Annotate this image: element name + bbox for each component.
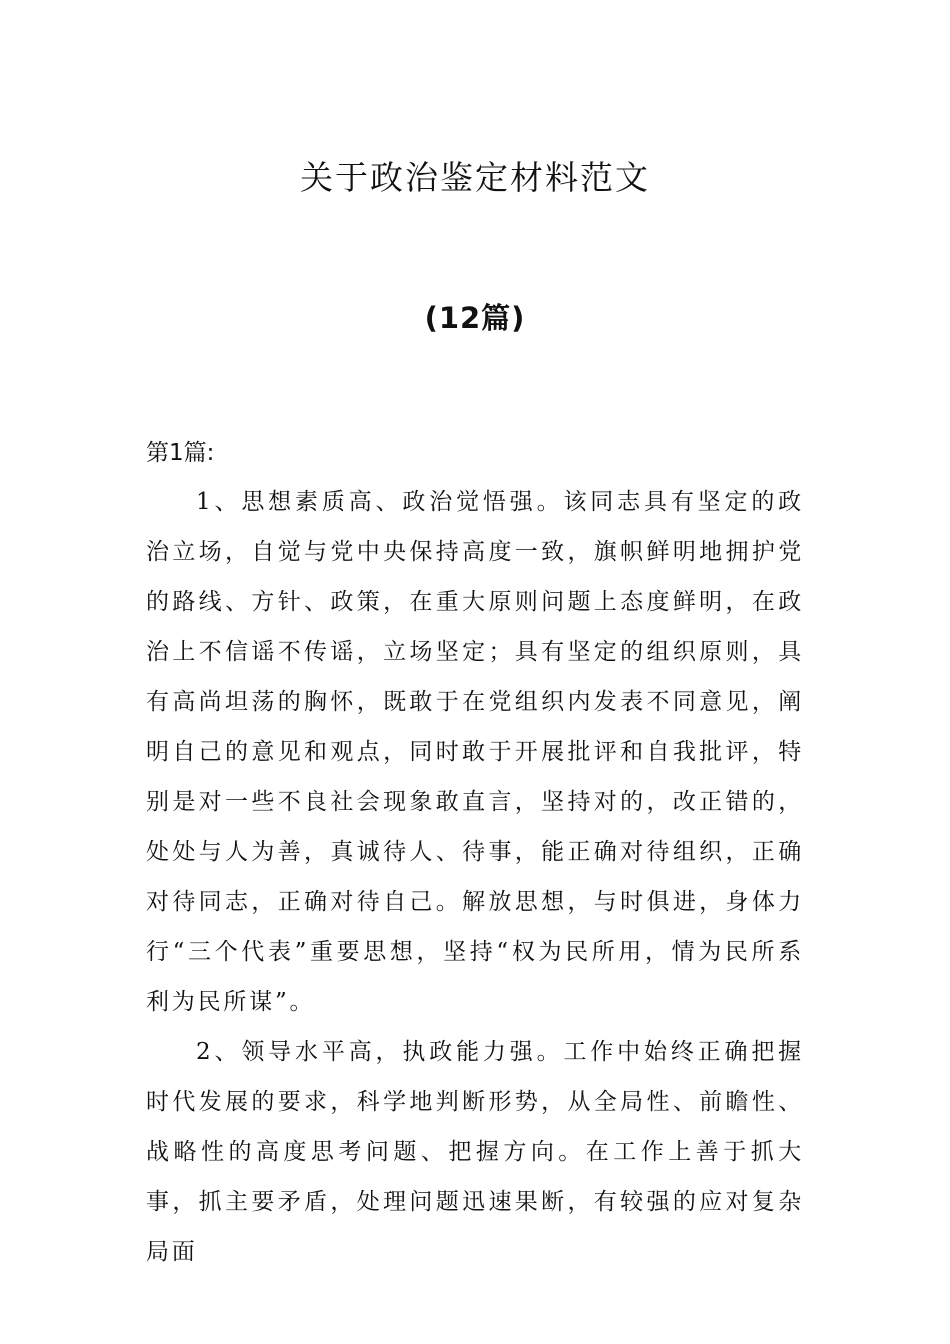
paragraph-2: 2、领导水平高，执政能力强。工作中始终正确把握时代发展的要求，科学地判断形势，从全局性、前瞻性、战略性的高度思考问题、把握方向。在工作上善于抓大事，抓主要矛盾，处理问题迅速果断，有较强的应对复杂局面 bbox=[146, 1039, 804, 1265]
document-subtitle: (12篇) bbox=[424, 301, 526, 335]
document-title: 关于政治鉴定材料范文 bbox=[300, 158, 650, 197]
body-text bbox=[146, 477, 804, 1277]
section-label: 第1篇: bbox=[146, 440, 215, 466]
paragraph-1: 1、思想素质高、政治觉悟强。该同志具有坚定的政治立场，自觉与党中央保持高度一致，旗帜鲜明地拥护党的路线、方针、政策，在重大原则问题上态度鲜明，在政治上不信谣不传谣，立场坚定；具有坚定的组织原则，具有高尚坦荡的胸怀，既敢于在党组织内发表不同意见，阐明自己的意见和观点，同时敢于开展批评和自我批评，特别是对一些不良社会现象敢直言，坚持对的，改正错的，处处与人为善，真诚待人、待事，能正确对待组织，正确对待同志，正确对待自己。解放思想，与时俱进，身体力行“三个代表”重要思想，坚持“权为民所用，情为民所系利为民所谋”。 bbox=[146, 489, 804, 1015]
